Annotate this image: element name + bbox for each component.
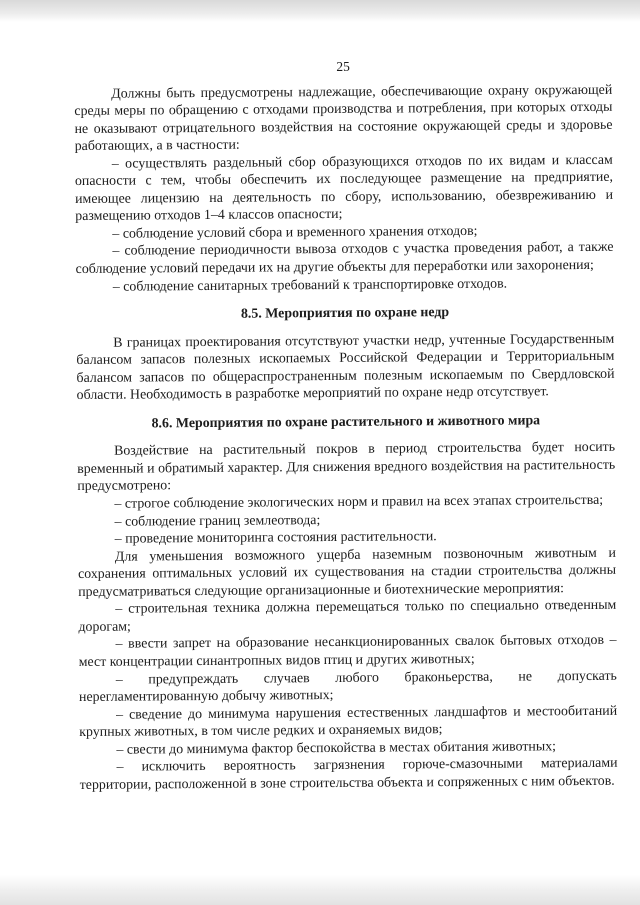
page-content — [74, 56, 618, 795]
animal-item: – предупреждать случаев любого браконьерства, не допускать нерегламентированную добычу животных; — [78, 668, 617, 706]
section-heading-flora-fauna: 8.6. Мероприятия по охране растительного и животного мира — [151, 413, 541, 432]
vegetation-item: – строгое соблюдение экологических норм и правил на всех этапах строительства; — [114, 492, 604, 512]
waste-item: – соблюдение периодичности вывоза отходов с участка проведения работ, а также соблюдение условий передачи их на другие объекты для переработки или захоронения; — [75, 240, 614, 278]
vegetation-item: – проведение мониторинга состояния растительности. — [114, 529, 437, 547]
animal-item: – строительная техника должна перемещаться только по специально отведенным дорогам; — [78, 598, 617, 635]
animal-item: – свести до минимума фактор беспокойства в местах обитания животных; — [116, 738, 557, 758]
animal-intro-paragraph: Для уменьшения возможного ущерба наземным позвоночным животным и сохранения оптимальных условий их существования на стадии строительства должны предусматриваться следующие организационные и биотехнические мероприятия: — [77, 545, 617, 600]
animal-item: – исключить вероятность загрязнения горюче-смазочными материалами территории, расположенной в зоне строительства объекта и сопряженных с ним объектов. — [79, 755, 618, 793]
scan-bottom-edge — [0, 875, 640, 905]
waste-item: – соблюдение санитарных требований к транспортировке отходов. — [112, 276, 508, 295]
page-number: 25 — [336, 58, 350, 74]
vegetation-item: – соблюдение границ землеотвода; — [114, 512, 321, 530]
subsoil-paragraph: В границах проектирования отсутствуют участки недр, учтенные Государственным балансом запасов полезных ископаемых Российской Федерации и Территориальным балансом запасов по общераспространенным полезным ископаемым по Свердловской области. Необходимость в разработке мероприятий по охране недр отсутствует. — [76, 331, 615, 404]
section-heading-subsoil: 8.5. Мероприятия по охране недр — [240, 305, 450, 322]
waste-item: – осуществлять раздельный сбор образующихся отходов по их видам и классам опасности с тем, чтобы обеспечить их последующее размещение на предприятие, имеющее лицензию на деятельность по сбору, использованию, обезвреживанию и размещению отходов 1–4 классов опасности; — [74, 152, 614, 225]
waste-item: – соблюдение условий сбора и временного хранения отходов; — [112, 223, 478, 242]
waste-intro-paragraph: Должны быть предусмотрены надлежащие, обеспечивающие охрану окружающей среды меры по обращению с отходами производства и потребления, при которых отходы не оказывают отрицательного воздействия на состояние окружающей среды и здоровье работающих, а в частности: — [74, 82, 613, 155]
vegetation-intro-paragraph: Воздействие на растительный покров в период строительства будет носить временный и обратимый характер. Для снижения вредного воздействия на растительность предусмотрено: — [77, 440, 616, 495]
animal-item: – сведение до минимума нарушения естественных ландшафтов и местообитаний крупных животных, в том числе редких и охраняемых видов; — [79, 703, 618, 741]
animal-item: – ввести запрет на образование несанкционированных свалок бытовых отходов – мест концентрации синантропных видов птиц и других животных; — [78, 633, 617, 670]
scan-top-edge — [0, 0, 640, 22]
